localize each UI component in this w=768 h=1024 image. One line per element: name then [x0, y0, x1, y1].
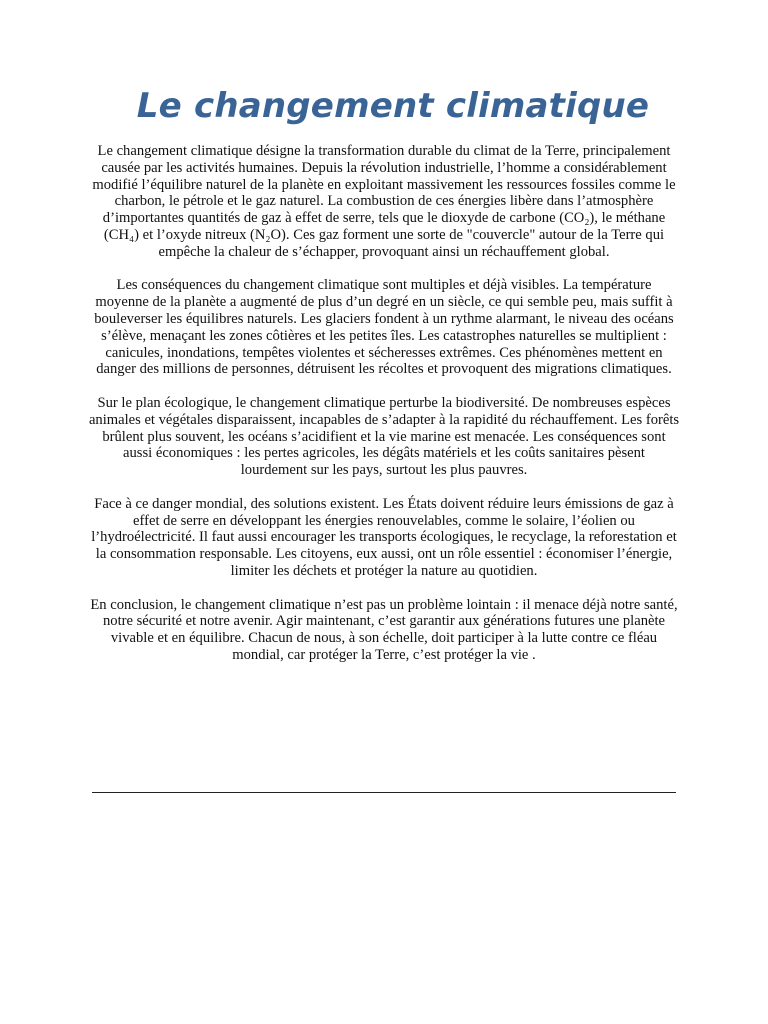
page-title: Le changement climatique: [136, 86, 650, 126]
paragraph-consequences: Les conséquences du changement climatique sont multiples et déjà visibles. La température moyenne de la planète a augmenté de plus d’un degré en un siècle, ce qui semble peu, mais suffit à bouleverser les équilibres naturels. Les glaciers fondent à un rythme alarmant, le niveau des océans s’élève, menaçant les zones côtières et les petites îles. Les catastrophes naturelles se multiplient : canicules, inondations, tempêtes violentes et sécheresses extrêmes. Ces phénomènes mettent en danger des millions de personnes, détruisent les récoltes et provoquent des migrations climatiques.: [94, 277, 674, 378]
paragraph-solutions: Face à ce danger mondial, des solutions existent. Les États doivent réduire leurs émissions de gaz à effet de serre en développant les énergies renouvelables, comme le solaire, l’éolien ou l’hydroélectricité. Il faut aussi encourager les transports écologiques, le recyclage, la reforestation et la consommation responsable. Les citoyens, eux aussi, ont un rôle essentiel : économiser l’énergie, limiter les déchets et protéger la nature au quotidien.: [91, 495, 677, 579]
document-body: [88, 143, 680, 681]
paragraph-conclusion: En conclusion, le changement climatique n’est pas un problème lointain : il menace déjà notre santé, notre sécurité et notre avenir. Agir maintenant, c’est garantir aux générations futures une planète vivable et en équilibre. Chacun de nous, à son échelle, doit participer à la lutte contre ce fléau mondial, car protéger la Terre, c’est protéger la vie .: [90, 596, 678, 663]
horizontal-divider: [92, 792, 676, 793]
paragraph-ecology: Sur le plan écologique, le changement climatique perturbe la biodiversité. De nombreuses espèces animales et végétales disparaissent, incapables de s’adapter à la rapidité du réchauffement. Les forêts brûlent plus souvent, les océans s’acidifient et la vie marine est menacée. Les conséquences sont aussi économiques : les pertes agricoles, les dégâts matériels et les coûts sanitaires pèsent lourdement sur les pays, surtout les plus pauvres.: [88, 394, 680, 479]
paragraph-introduction: Le changement climatique désigne la transformation durable du climat de la Terre, principalement causée par les activités humaines. Depuis la révolution industrielle, l’homme a considérablement modifié l’équilibre naturel de la planète en exploitant massivement les ressources fossiles comme le charbon, le pétrole et le gaz naturel. La combustion de ces énergies libère dans l’atmosphère d’importantes quantités de gaz à effet de serre, tels que le dioxyde de carbone (CO₂), le méthane (CH₄) et l’oxyde nitreux (N₂O). Ces gaz forment une sorte de "couvercle" autour de la Terre qui empêche la chaleur de s’échapper, provoquant ainsi un réchauffement global.: [92, 143, 676, 260]
